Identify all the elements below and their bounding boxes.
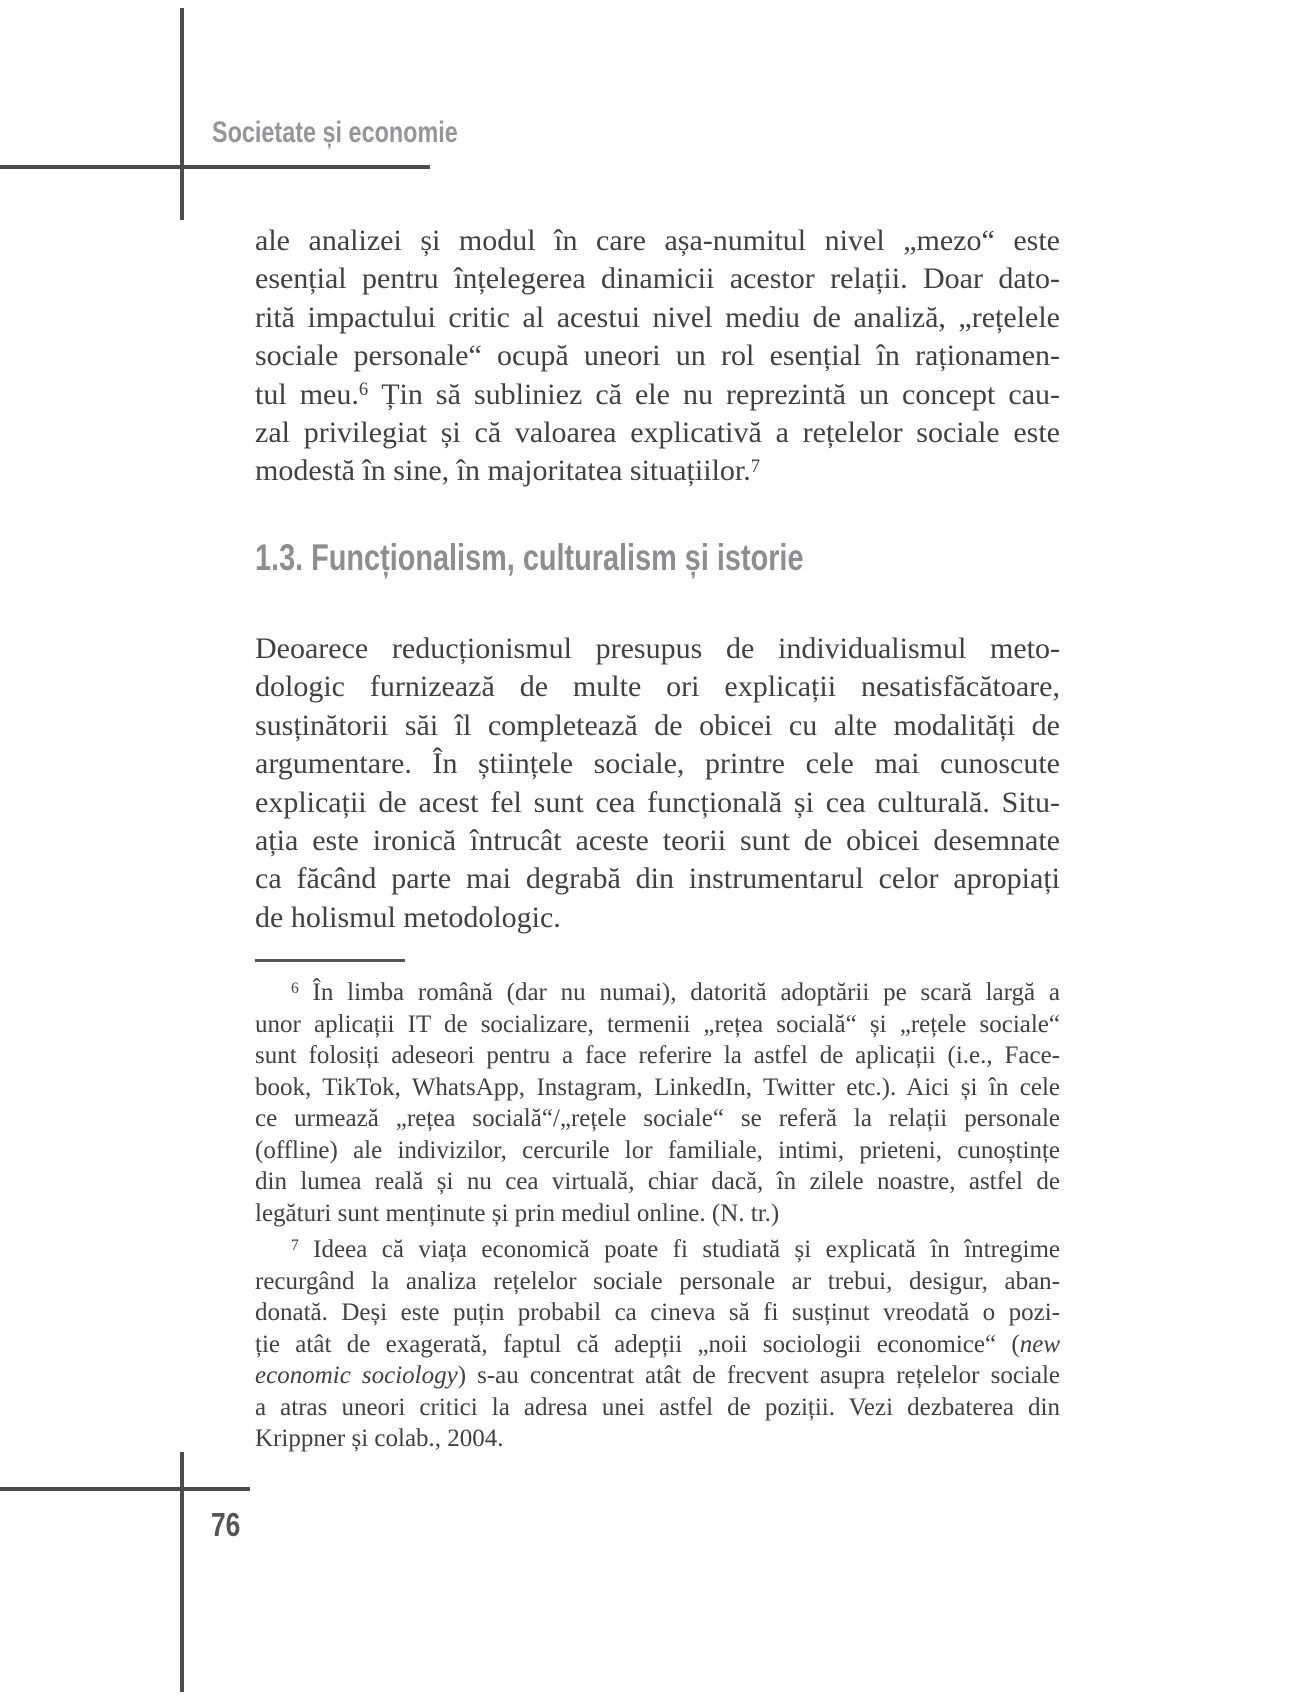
text-line: ca făcând parte mai degrabă din instrumentarul celor apropiați <box>255 862 1060 896</box>
text-line: de holismul metodologic. <box>255 900 561 934</box>
text-line: book, TikTok, WhatsApp, Instagram, LinkedIn, Twitter etc.). Aici și în cele <box>255 1073 1060 1101</box>
text-line: recurgând la analiza rețelelor sociale personale ar trebui, desigur, aban- <box>255 1267 1060 1295</box>
text-line: legături sunt menținute și prin mediul online. (N. tr.) <box>255 1199 780 1227</box>
text-line: rită impactului critic al acestui nivel mediu de analiză, „rețelele <box>255 300 1060 334</box>
top-horizontal-rule <box>0 165 430 169</box>
text-line: ție atât de exagerată, faptul că adepții „noii sociologii economice“ (new <box>255 1330 1060 1358</box>
text-line: donată. Deși este puțin probabil ca cineva să fi susținut vreodată o pozi- <box>255 1299 1060 1326</box>
text-line: ația este ironică întrucât aceste teorii sunt de obicei desemnate <box>255 824 1060 858</box>
paragraph-continuation <box>255 222 1060 491</box>
text-line: din lumea reală și nu cea virtuală, chiar dacă, în zilele noastre, astfel de <box>255 1168 1060 1195</box>
text-line: susținătorii săi îl completează de obicei cu alte modalități de <box>255 708 1060 742</box>
text-line: Deoarece reducționismul presupus de individualismul meto- <box>255 632 1060 665</box>
footnote-separator-rule <box>255 959 405 962</box>
text-line: (offline) ale indivizilor, cercurile lor familiale, intimi, prieteni, cunoștințe <box>255 1136 1060 1164</box>
paragraph-body <box>255 630 1060 937</box>
text-line: zal privilegiat și că valoarea explicativă a rețelelor sociale este <box>255 416 1060 450</box>
running-header-title: Societate și economie <box>212 116 458 149</box>
text-line: Krippner și colab., 2004. <box>255 1425 504 1452</box>
page-number: 76 <box>211 1506 241 1543</box>
text-line: a atras uneori critici la adresa unei astfel de poziții. Vezi dezbaterea din <box>255 1393 1060 1421</box>
footnote-6 <box>255 977 1060 1229</box>
text-line: unor aplicații IT de socializare, termenii „rețea socială“ și „rețele sociale“ <box>255 1010 1060 1038</box>
bottom-horizontal-rule <box>0 1487 250 1491</box>
text-line: sunt folosiți adeseori pentru a face referire la astfel de aplicații (i.e., Face- <box>255 1042 1060 1069</box>
text-line: ale analizei și modul în care așa-numitul nivel „mezo“ este <box>255 224 1060 257</box>
text-line: economic sociology) s-au concentrat atât de frecvent asupra rețelelor sociale <box>255 1362 1060 1389</box>
text-line: $^6$ În limba română (dar nu numai), datorită adoptării pe scară largă a <box>291 979 1060 1006</box>
top-vertical-rule <box>180 8 184 220</box>
text-line: sociale personale“ ocupă uneori un rol esențial în raționamen- <box>255 339 1060 373</box>
footnote-7 <box>255 1234 1060 1455</box>
text-line: $^7$ Ideea că viața economică poate fi studiată și explicată în întregime <box>291 1236 1060 1263</box>
text-line: tul meu.$^6$ Țin să subliniez că ele nu reprezintă un concept cau- <box>255 377 1060 411</box>
text-line: explicații de acest fel sunt cea funcțională și cea culturală. Situ- <box>255 785 1060 819</box>
section-heading: 1.3. Funcționalism, culturalism și istorie <box>255 537 804 578</box>
text-line: esențial pentru înțelegerea dinamicii acestor relații. Doar dato- <box>255 262 1060 296</box>
text-line: modestă în sine, în majoritatea situațiilor.$^7$ <box>255 454 761 488</box>
text-line: ce urmează „rețea socială“/„rețele sociale“ se referă la relații personale <box>255 1105 1060 1132</box>
text-line: argumentare. În științele sociale, printre cele mai cunoscute <box>255 747 1060 781</box>
text-line: dologic furnizează de multe ori explicații nesatisfăcătoare, <box>255 670 1060 704</box>
